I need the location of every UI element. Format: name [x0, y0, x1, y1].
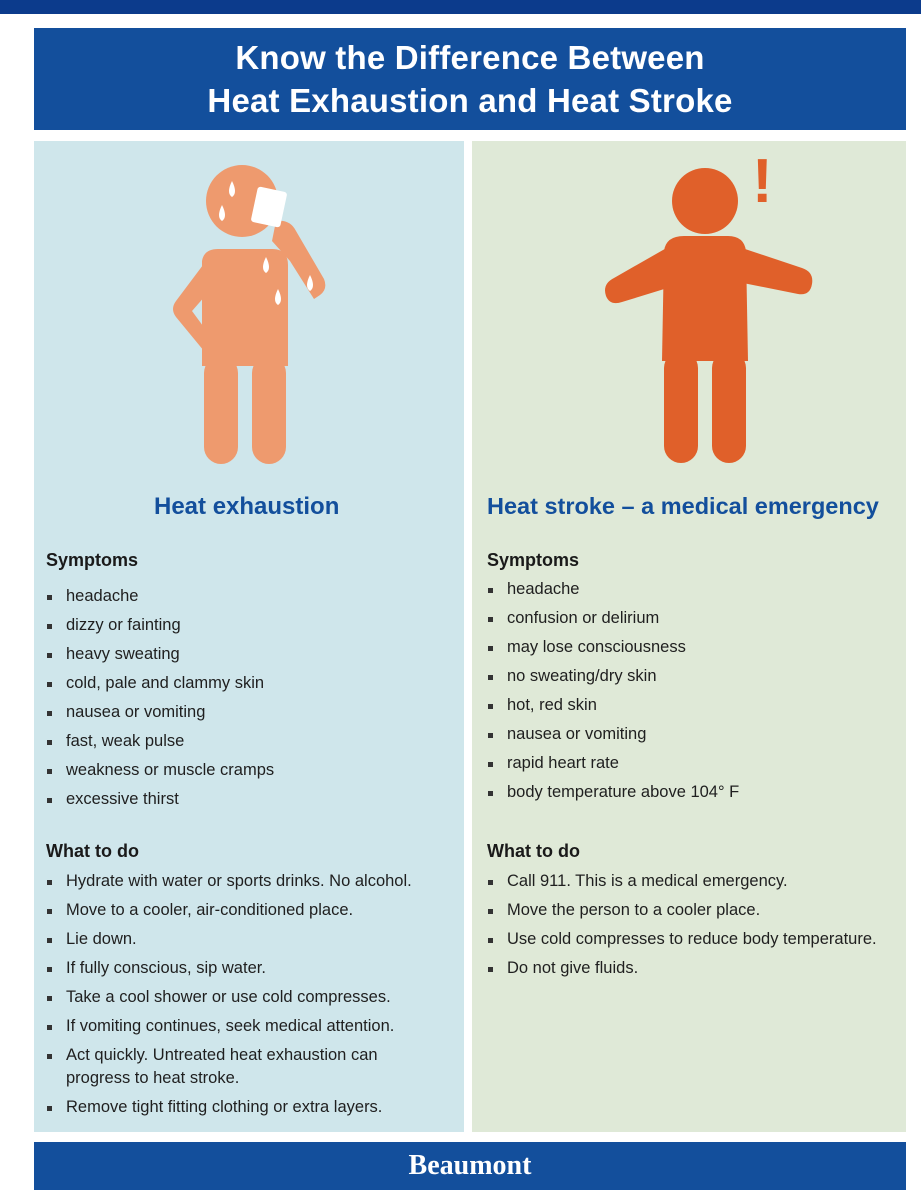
heat-exhaustion-heading: Heat exhaustion: [154, 493, 340, 520]
list-item: Hydrate with water or sports drinks. No alcohol.: [46, 870, 454, 893]
heat-stroke-heading: Heat stroke – a medical emergency: [487, 493, 879, 519]
list-item: rapid heart rate: [487, 752, 902, 775]
exhaustion-symptoms-list: [46, 585, 454, 817]
top-border: [0, 0, 921, 14]
list-item: weakness or muscle cramps: [46, 759, 454, 782]
list-item: cold, pale and clammy skin: [46, 672, 454, 695]
heat-exhaustion-panel: [34, 141, 464, 1132]
list-item: If fully conscious, sip water.: [46, 957, 454, 980]
list-item: headache: [46, 585, 454, 608]
exhaustion-symptoms-title: Symptoms: [46, 550, 139, 570]
exhaustion-todo-title: What to do: [46, 841, 139, 861]
exhaustion-todo-list: [46, 870, 454, 1125]
list-item: Call 911. This is a medical emergency.: [487, 870, 902, 893]
list-item: fast, weak pulse: [46, 730, 454, 753]
list-item: If vomiting continues, seek medical attention.: [46, 1015, 454, 1038]
list-item: excessive thirst: [46, 788, 454, 811]
page-title-line-2: Heat Exhaustion and Heat Stroke: [207, 82, 733, 119]
stroke-symptoms-list: [487, 578, 902, 810]
page-title-line-1: Know the Difference Between: [235, 39, 705, 76]
list-item: may lose consciousness: [487, 636, 902, 659]
list-item: nausea or vomiting: [487, 723, 902, 746]
footer-banner: [34, 1142, 906, 1190]
list-item: nausea or vomiting: [46, 701, 454, 724]
list-item: no sweating/dry skin: [487, 665, 902, 688]
stroke-symptoms-title: Symptoms: [487, 550, 580, 570]
list-item: Act quickly. Untreated heat exhaustion can progress to heat stroke.: [46, 1044, 396, 1090]
title-banner: [34, 28, 906, 130]
list-item: Move the person to a cooler place.: [487, 899, 902, 922]
list-item: Take a cool shower or use cold compresses.: [46, 986, 454, 1009]
exclamation-icon: !: [752, 147, 773, 216]
list-item: Remove tight fitting clothing or extra layers.: [46, 1096, 454, 1119]
heat-stroke-panel: [472, 141, 906, 1132]
list-item: body temperature above 104° F: [487, 781, 902, 804]
stroke-todo-list: [487, 870, 902, 986]
list-item: Lie down.: [46, 928, 454, 951]
list-item: Use cold compresses to reduce body temperature.: [487, 928, 902, 951]
brand-logo: Beaumont: [408, 1150, 532, 1181]
list-item: confusion or delirium: [487, 607, 902, 630]
list-item: heavy sweating: [46, 643, 454, 666]
list-item: headache: [487, 578, 902, 601]
list-item: hot, red skin: [487, 694, 902, 717]
alarmed-person-icon: [592, 156, 822, 466]
stroke-todo-title: What to do: [487, 841, 580, 861]
list-item: dizzy or fainting: [46, 614, 454, 637]
list-item: Do not give fluids.: [487, 957, 902, 980]
sweating-person-icon: [164, 161, 344, 471]
list-item: Move to a cooler, air-conditioned place.: [46, 899, 454, 922]
